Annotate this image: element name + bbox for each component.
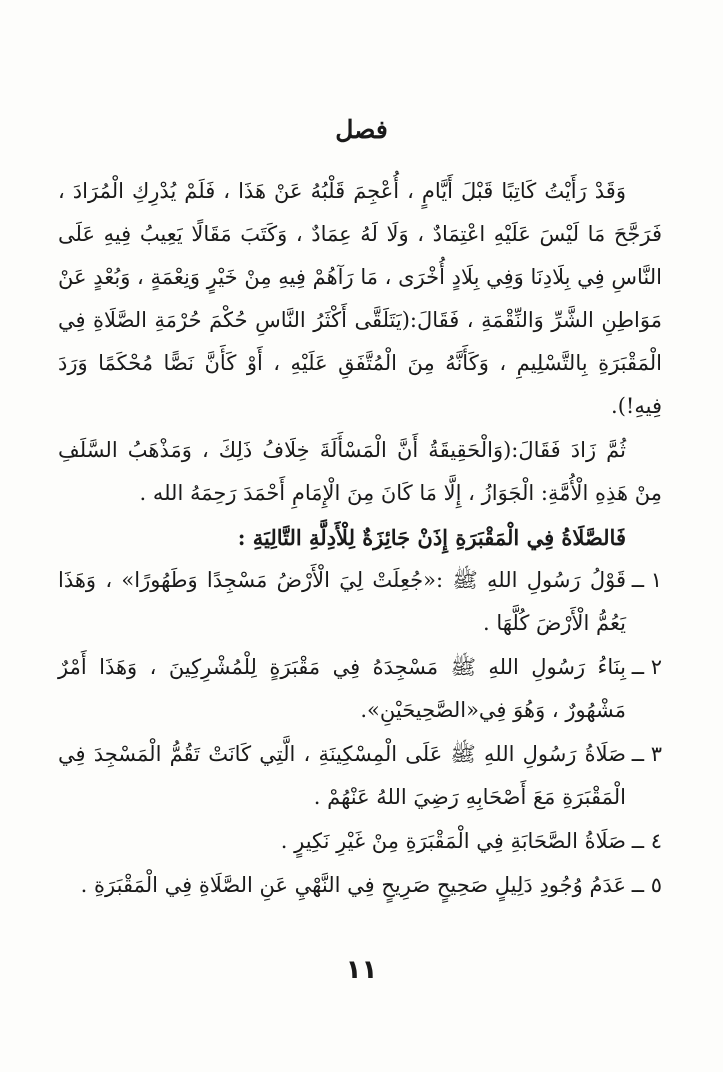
paragraph-1: وَقَدْ رَأَيْتُ كَاتِبًا قَبْلَ أَيَّامٍ ، أُعْجِمَ قَلْبُهُ عَنْ هَذَا ، فَلَمْ يُدْرِكِ الْمُرَادَ ، فَرَجَّحَ مَا لَيْسَ عَلَيْهِ اعْتِمَادٌ ، وَلَا لَهُ عِمَادٌ ، وَكَتَبَ مَقَالًا يَعِيبُ فِيهِ عَلَى النَّاسِ فِي بِلَادِنَا وَفِي بِلَادٍ أُخْرَى ، مَا رَآهُمْ فِيهِ مِنْ خَيْرٍ وَنِعْمَةٍ ، وَبُعْدٍ عَنْ مَوَاطِنِ الشَّرِّ وَالنِّقْمَةِ ، فَقَالَ:(يَتَلَقَّى أَكْثَرُ النَّاسِ حُكْمَ حُرْمَةِ الصَّلَاةِ فِي الْمَقْبَرَةِ بِالتَّسْلِيمِ ، وَكَأَنَّهُ مِنَ الْمُتَّفَقِ عَلَيْهِ ، أَوْ كَأَنَّ نَصًّا مُحْكَمًا وَرَدَ فِيهِ!). <box>58 179 662 418</box>
section-heading: فصل <box>335 115 388 144</box>
item-text: عَدَمُ وُجُودِ دَلِيلٍ صَحِيحٍ صَرِيحٍ فِي النَّهْيِ عَنِ الصَّلَاةِ فِي الْمَقْبَرَةِ . <box>80 873 626 897</box>
item-number: ٤ ــ <box>631 829 662 853</box>
item-number: ١ ــ <box>631 568 662 592</box>
item-number: ٣ ــ <box>631 742 662 766</box>
evidence-item-5 <box>58 864 662 907</box>
item-text: صَلَاةُ الصَّحَابَةِ فِي الْمَقْبَرَةِ مِنْ غَيْرِ نَكِيرٍ . <box>280 829 626 853</box>
item-text: قَوْلُ رَسُولِ اللهِ ﷺ :«جُعِلَتْ لِيَ الْأَرْضُ مَسْجِدًا وَطَهُورًا» ، وَهَذَا يَعُمُّ الْأَرْضَ كُلَّهَا . <box>58 568 626 635</box>
evidence-heading: فَالصَّلَاةُ فِي الْمَقْبَرَةِ إِذَنْ جَائِزَةٌ لِلْأَدِلَّةِ التَّالِيَةِ : <box>237 525 626 550</box>
item-text: بِنَاءُ رَسُولِ اللهِ ﷺ مَسْجِدَهُ فِي مَقْبَرَةٍ لِلْمُشْرِكِينَ ، وَهَذَا أَمْرٌ مَشْهُورٌ ، وَهُوَ فِي«الصَّحِيحَيْنِ». <box>58 655 626 722</box>
page-number: ١١ <box>345 955 378 985</box>
item-text: صَلَاةُ رَسُولِ اللهِ ﷺ عَلَى الْمِسْكِينَةِ ، الَّتِي كَانَتْ تَقُمُّ الْمَسْجِدَ فِي الْمَقْبَرَةِ مَعَ أَصْحَابِهِ رَضِيَ اللهُ عَنْهُمْ . <box>58 742 626 809</box>
page-body <box>58 170 662 908</box>
item-number: ٥ ــ <box>631 873 662 897</box>
paragraph-2: ثُمَّ زَادَ فَقَالَ:(وَالْحَقِيقَةُ أَنَّ الْمَسْأَلَةَ خِلَافُ ذَلِكَ ، وَمَذْهَبُ السَّلَفِ مِنْ هَذِهِ الْأُمَّةِ: الْجَوَازُ ، إِلَّا مَا كَانَ مِنَ الْإِمَامِ أَحْمَدَ رَحِمَهُ الله . <box>58 438 662 505</box>
evidence-list <box>58 559 662 907</box>
evidence-item-2 <box>58 646 662 732</box>
item-number: ٢ ــ <box>631 655 662 679</box>
evidence-item-1 <box>58 559 662 645</box>
evidence-item-4 <box>58 820 662 863</box>
evidence-item-3 <box>58 733 662 819</box>
